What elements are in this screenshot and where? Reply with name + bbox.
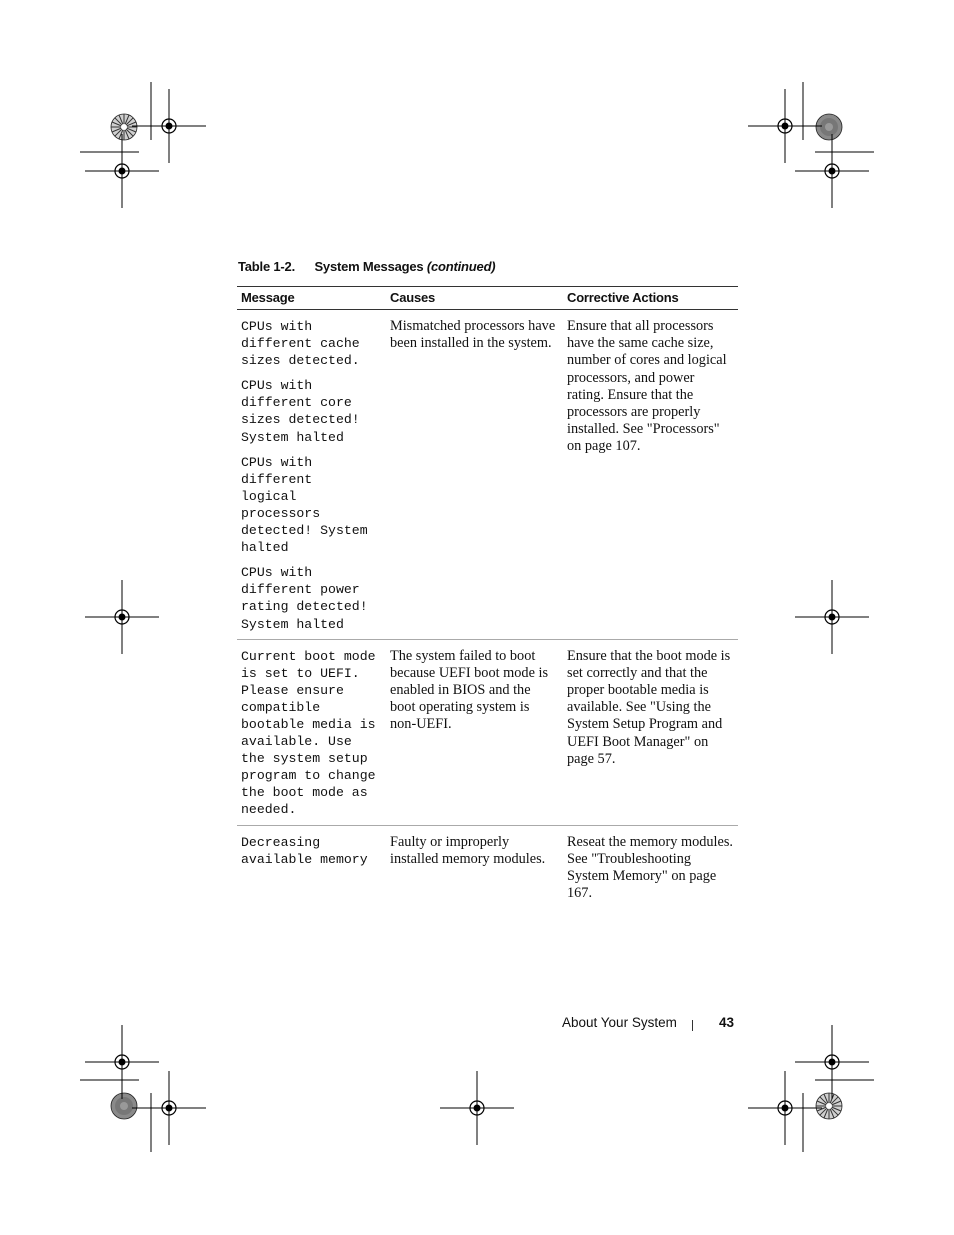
cause-cell: Mismatched processors have been installed in the system. [386,310,563,640]
message-text: CPUs with different cache sizes detected. [241,319,360,369]
table-row [237,310,738,640]
action-cell: Ensure that the boot mode is set correctly and that the proper bootable media is available. See "Using the System Setup Program and UEFI Boot Manager" on page 57. [563,639,738,825]
message-cell [237,310,386,640]
message-cell [237,825,386,908]
table-row [237,825,738,908]
footer-section-title: About Your System [562,1015,677,1030]
column-header-message: Message [237,287,386,310]
page-number: 43 [719,1015,735,1030]
message-text: Decreasing available memory [241,834,368,867]
table-row [237,639,738,825]
action-cell: Reseat the memory modules. See "Troubleshooting System Memory" on page 167. [567,833,733,902]
message-text: Current boot mode is set to UEFI. Please ensure compatible bootable media is available. Use the system setup program to change the boot mode as needed. [241,648,376,818]
table-title: System Messages [314,259,424,274]
table-caption [238,259,495,274]
message-cell [237,639,386,825]
footer-divider [692,1020,693,1031]
system-messages-table [237,286,738,908]
message-text: CPUs with different power rating detected! System halted [241,565,368,632]
cause-cell: Faulty or improperly installed memory modules. [390,833,546,867]
message-text: CPUs with different logical processors detected! System halted [241,454,368,556]
column-header-corrective-actions: Corrective Actions [563,287,738,310]
message-text: CPUs with different core sizes detected! System halted [241,378,360,445]
action-cell: Ensure that all processors have the same cache size, number of cores and logical processors, and power rating. Ensure that the processors are properly installed. See "Processors" on page 107. [563,310,738,640]
table-number: Table 1-2. [238,259,296,274]
column-header-causes: Causes [386,287,563,310]
cause-cell: The system failed to boot because UEFI boot mode is enabled in BIOS and the boot operating system is non-UEFI. [386,639,563,825]
table-title-suffix: (continued) [426,259,496,274]
table-header-row [237,287,738,310]
